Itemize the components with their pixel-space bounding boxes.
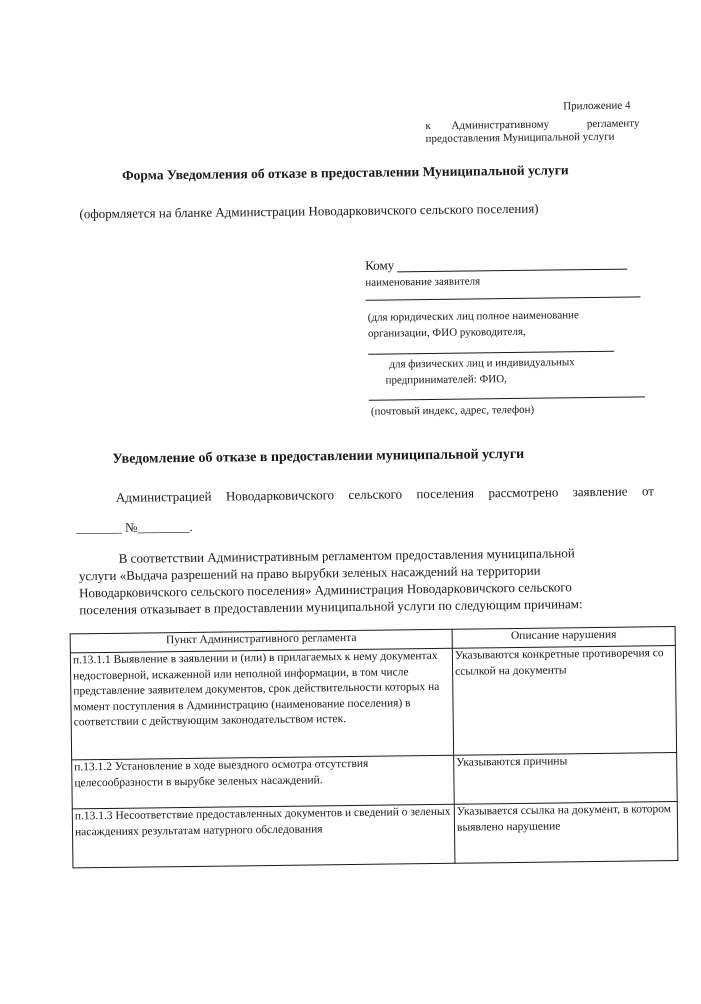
annex-regulation: Административному регламенту <box>451 117 640 132</box>
header-clause: Пункт Административного регламента <box>70 629 452 653</box>
paragraph-2-line-4: поселения отказывает в предоставлении муниципальной услуги по следующим причинам: <box>79 596 583 618</box>
clause-cell: п.13.1.3 Несоответствие предоставленных документов и сведений о зеленых насаждениях результатам натурного обследования <box>72 804 455 868</box>
recipient-line <box>397 269 627 273</box>
description-cell: Указывается ссылка на документ, в котором выявлено нарушение <box>454 802 678 864</box>
paragraph-1-cont: _______ №________. <box>76 518 193 536</box>
individual-note-2: предпринимателей: ФИО, <box>385 373 507 387</box>
description-cell: Указываются причины <box>454 753 678 805</box>
individual-note-1: для физических лиц и индивидуальных <box>389 356 575 371</box>
violations-table <box>70 626 679 868</box>
recipient-name-caption: наименование заявителя <box>365 275 481 289</box>
annex-service: предоставления Муниципальной услуги <box>425 130 615 146</box>
annex-k: к <box>425 119 431 133</box>
annex-number: Приложение 4 <box>563 99 631 113</box>
notice-title: Уведомление об отказе в предоставлении муниципальной услуги <box>112 446 525 467</box>
blank-note: (оформляется на бланке Администрации Новодарковичского сельского поселения) <box>79 200 539 222</box>
recipient-line-4 <box>369 396 645 400</box>
recipient-line-2 <box>366 296 641 300</box>
form-title: Форма Уведомления об отказе в предоставлении Муниципальной услуги <box>121 162 569 183</box>
clause-cell: п.13.1.2 Установление в ходе выездного осмотра отсутствия целесообразности в вырубке зеленых насаждений. <box>72 755 455 809</box>
address-caption: (почтовый индекс, адрес, телефон) <box>370 403 535 418</box>
paragraph-2-line-3: Новодарковичского сельского поселения» Администрация Новодарковичского сельского <box>79 579 572 601</box>
header-description: Описание нарушения <box>452 627 675 649</box>
table-row <box>70 646 676 760</box>
recipient-line-3 <box>368 351 614 355</box>
paragraph-1: Администрацией Новодарковичского сельского поселения рассмотрено заявление от <box>115 483 655 505</box>
paragraph-2-line-2: услуги «Выдача разрешений на право вырубки зеленых насаждений на территории <box>78 562 541 584</box>
clause-cell: п.13.1.1 Выявление в заявлении и (или) в прилагаемых к нему документах недостоверной, искаженной или неполной информации, в том числе представление заявителем документов, срок действительности которых на момент поступления в Администрацию (наименование поселения) в соответствии с действующим законодательством истек. <box>70 648 453 760</box>
legal-entity-note-1: (для юридических лиц полное наименование <box>367 309 579 324</box>
table-row <box>72 802 678 868</box>
paragraph-2-line-1: В соответствии Административным регламентом предоставления муниципальной <box>118 545 575 566</box>
description-cell: Указываются конкретные противоречия со ссылкой на документы <box>452 646 676 756</box>
recipient-label: Кому <box>365 257 395 273</box>
legal-entity-note-2: организации, ФИО руководителя, <box>367 325 526 340</box>
table-row <box>72 753 678 809</box>
